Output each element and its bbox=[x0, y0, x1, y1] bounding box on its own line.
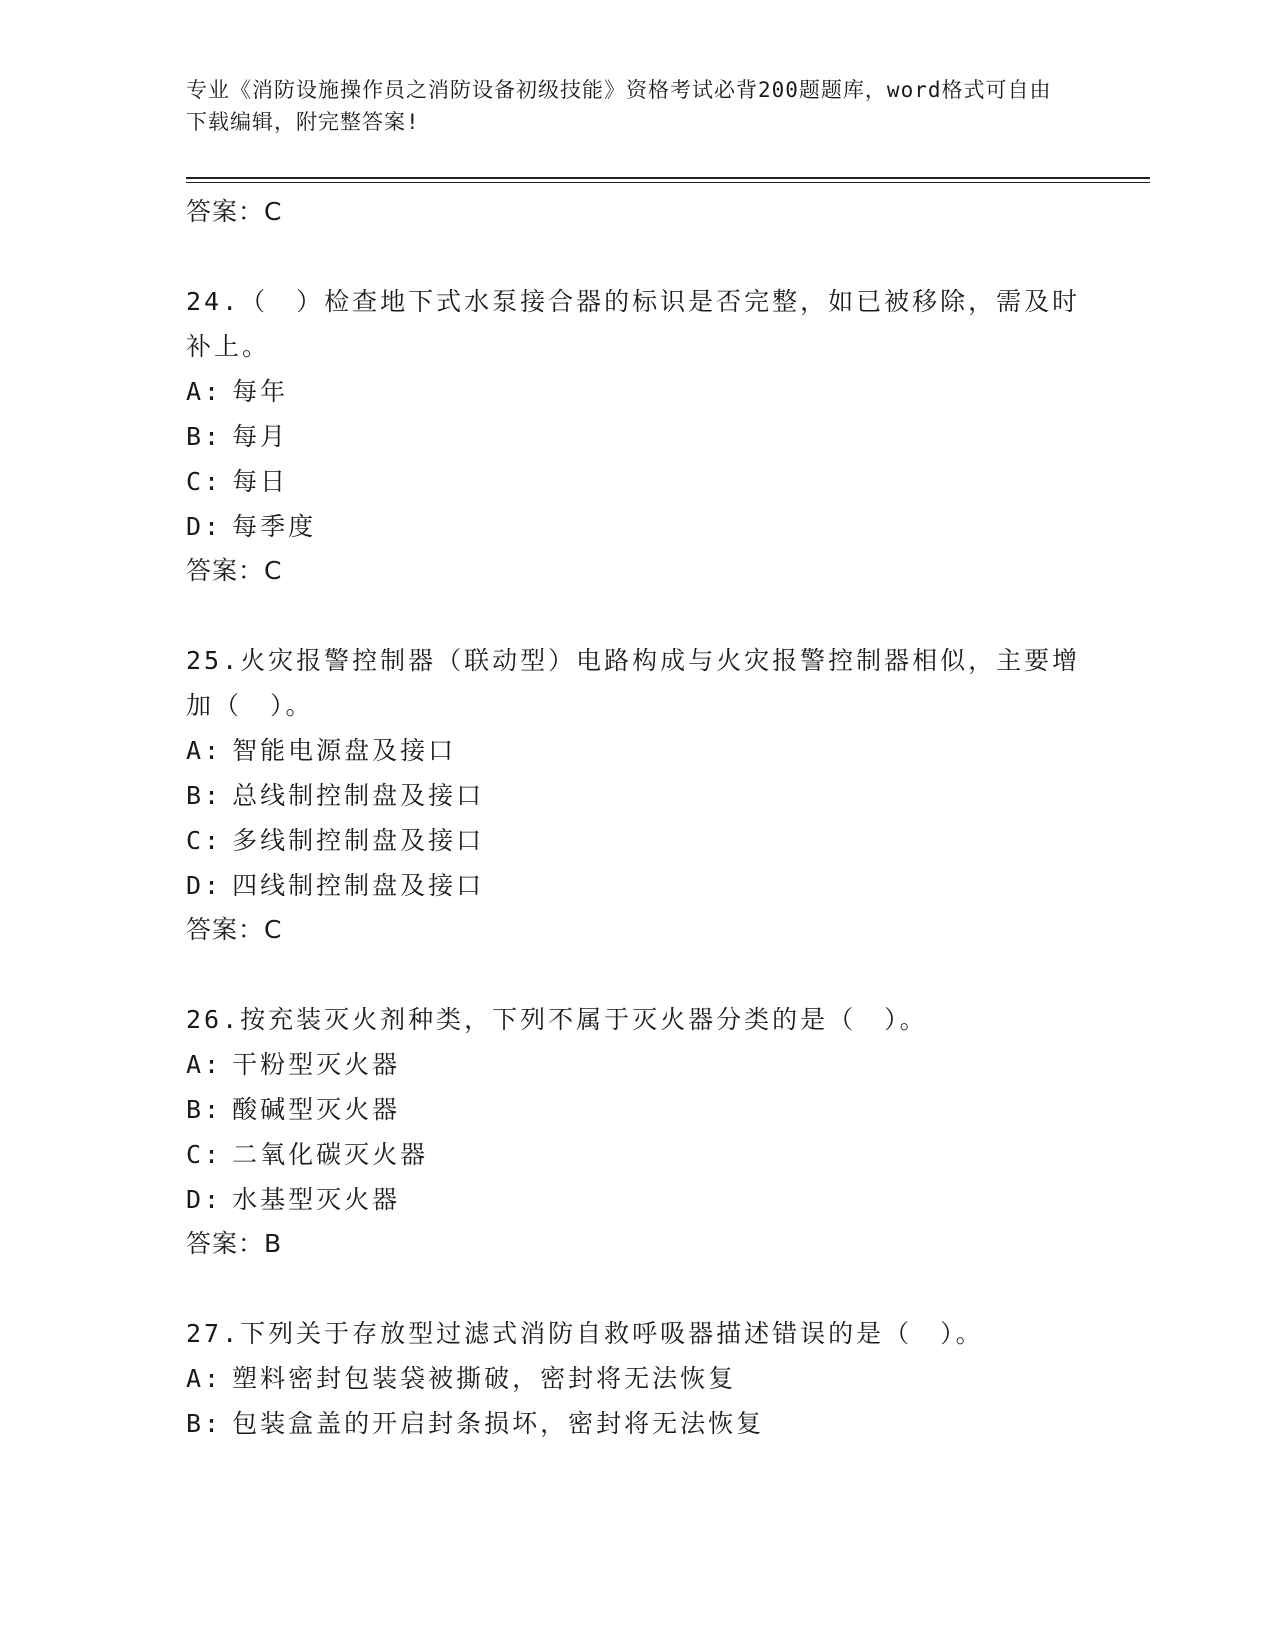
option-text: 包装盒盖的开启封条损坏，密封将无法恢复 bbox=[232, 1409, 765, 1438]
option-key: B: bbox=[186, 781, 223, 810]
option-text: 每日 bbox=[232, 467, 289, 496]
question-27 bbox=[186, 1311, 1086, 1446]
question-text: 27.下列关于存放型过滤式消防自救呼吸器描述错误的是（ ）。 bbox=[186, 1319, 984, 1348]
question-text: 25.火灾报警控制器（联动型）电路构成与火灾报警控制器相似，主要增加（ ）。 bbox=[186, 646, 1081, 720]
option-key: D: bbox=[186, 1185, 223, 1214]
option-b bbox=[186, 1401, 1086, 1446]
option-b bbox=[186, 773, 1086, 818]
option-key: A: bbox=[186, 1364, 223, 1393]
option-a bbox=[186, 1042, 1086, 1087]
option-key: B: bbox=[186, 1095, 223, 1124]
option-text: 水基型灭火器 bbox=[232, 1185, 401, 1214]
option-key: C: bbox=[186, 1140, 223, 1169]
option-text: 智能电源盘及接口 bbox=[232, 736, 457, 765]
option-key: D: bbox=[186, 871, 223, 900]
option-d bbox=[186, 1177, 1086, 1222]
option-text: 每月 bbox=[232, 422, 289, 451]
option-c bbox=[186, 1132, 1086, 1177]
option-text: 每年 bbox=[232, 377, 289, 406]
option-text: 多线制控制盘及接口 bbox=[232, 826, 485, 855]
question-list bbox=[186, 190, 1086, 1446]
option-text: 塑料密封包装袋被撕破，密封将无法恢复 bbox=[232, 1364, 737, 1393]
option-key: A: bbox=[186, 736, 223, 765]
header-divider-thick bbox=[186, 177, 1150, 179]
option-text: 干粉型灭火器 bbox=[232, 1050, 401, 1079]
option-c bbox=[186, 459, 1086, 504]
option-d bbox=[186, 504, 1086, 549]
option-d bbox=[186, 863, 1086, 908]
answer: 答案：C bbox=[186, 556, 283, 585]
option-key: A: bbox=[186, 1050, 223, 1079]
option-text: 总线制控制盘及接口 bbox=[232, 781, 485, 810]
question-text: 26.按充装灭火剂种类，下列不属于灭火器分类的是（ ）。 bbox=[186, 1005, 928, 1034]
option-key: C: bbox=[186, 826, 223, 855]
option-key: B: bbox=[186, 1409, 223, 1438]
option-c bbox=[186, 818, 1086, 863]
page-header: 专业《消防设施操作员之消防设备初级技能》资格考试必背200题题库，word格式可自由下载编辑，附完整答案! bbox=[186, 78, 1052, 134]
option-text: 二氧化碳灭火器 bbox=[232, 1140, 429, 1169]
header-divider-thin bbox=[186, 182, 1150, 183]
question-text: 24.（ ）检查地下式水泵接合器的标识是否完整，如已被移除，需及时补上。 bbox=[186, 287, 1081, 361]
option-key: A: bbox=[186, 377, 223, 406]
question-26 bbox=[186, 997, 1086, 1266]
option-b bbox=[186, 1087, 1086, 1132]
option-key: C: bbox=[186, 467, 223, 496]
option-text: 每季度 bbox=[232, 512, 317, 541]
option-text: 四线制控制盘及接口 bbox=[232, 871, 485, 900]
option-a bbox=[186, 728, 1086, 773]
question-25 bbox=[186, 638, 1086, 952]
option-key: D: bbox=[186, 512, 223, 541]
option-a bbox=[186, 1356, 1086, 1401]
question-24 bbox=[186, 279, 1086, 593]
answer: 答案：C bbox=[186, 915, 283, 944]
option-b bbox=[186, 414, 1086, 459]
option-a bbox=[186, 369, 1086, 414]
previous-answer: 答案：C bbox=[186, 197, 283, 226]
option-text: 酸碱型灭火器 bbox=[232, 1095, 401, 1124]
option-key: B: bbox=[186, 422, 223, 451]
answer: 答案：B bbox=[186, 1229, 283, 1258]
